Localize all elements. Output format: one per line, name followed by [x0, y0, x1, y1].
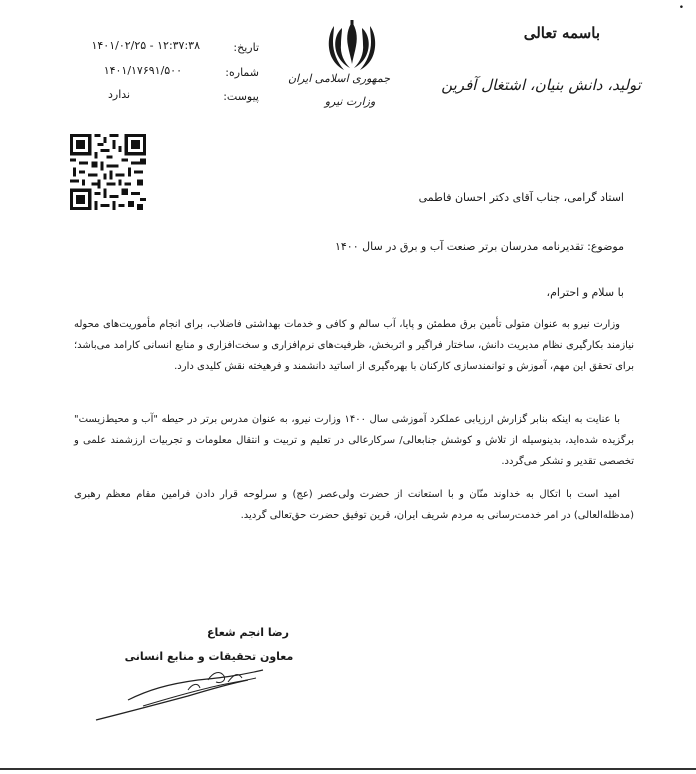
- body-paragraph-2: با عنایت به اینکه بنابر گزارش ارزیابی عملکرد آموزشی سال ۱۴۰۰ وزارت نیرو، به عنوان مدرس برتر در حیطه "آب و محیط‌زیست" برگزیده شده‌اید، بدینوسیله از تلاش و کوشش جنابعالی/ سرکارعالی در تعلیم و تربیت و انتقال معلومات و تجربیات ارزشمند علمی و تخصصی تقدیر و تشکر می‌گردد.: [74, 414, 634, 467]
- emblem-title: جمهوری اسلامی ایران: [287, 72, 390, 85]
- corner-mark: •: [678, 3, 684, 13]
- attachment-value: ندارد: [108, 88, 131, 101]
- date-label: تاریخ:: [233, 41, 259, 54]
- date-value: ۱۴۰۱/۰۲/۲۵ - ۱۲:۳۷:۳۸: [91, 39, 200, 52]
- number-value: ۱۴۰۱/۱۷۶۹۱/۵۰۰: [103, 64, 182, 77]
- bottom-border: [0, 768, 696, 770]
- subject-line: موضوع: تقدیرنامه مدرسان برتر صنعت آب و برق در سال ۱۴۰۰: [334, 240, 624, 253]
- ministry-name: وزارت نیرو: [324, 95, 376, 108]
- signer-name: رضا انجم شعاع: [207, 626, 289, 639]
- number-label: شماره:: [225, 66, 259, 79]
- greeting: با سلام و احترام،: [546, 286, 624, 299]
- handwritten-signature-icon: [88, 660, 308, 726]
- slogan: تولید، دانش بنیان، اشتغال آفرین: [441, 76, 641, 94]
- body-paragraph-1: وزارت نیرو به عنوان متولی تأمین برق مطمئن و پایا، آب سالم و کافی و خدمات بهداشتی فاضلاب، برای انجام مأموریت‌های محوله نیازمند بکارگیری نظام مدیریت دانش، ساختار فراگیر و اثربخش، ظرفیت‌های نرم‌افزاری و سخت‌افزاری و منابع انسانی کارامد می‌باشد؛ برای تحقق این مهم، آموزش و توانمندسازی کارکنان با بهره‌گیری از اساتید دانشمند و فرهیخته نقش کلیدی دارد.: [74, 319, 634, 372]
- qr-code-icon: [70, 134, 146, 210]
- body-paragraph-3: امید است با اتکال به خداوند منّان و با استعانت از حضرت ولی‌عصر (عج) و سرلوحه قرار دادن فرامین مقام معظم رهبری (مدظله‌العالی) در امر خدمت‌رسانی به مردم شریف ایران، قرین توفیق حضرت حق‌تعالی گردید.: [74, 489, 634, 521]
- recipient-line: استاد گرامی، جناب آقای دکتر احسان فاطمی: [418, 191, 624, 204]
- iran-emblem-icon: [322, 18, 382, 72]
- basmala: باسمه تعالی: [523, 24, 600, 42]
- attachment-label: پیوست:: [223, 90, 259, 103]
- signer-title: معاون تحقیقات و منابع انسانی: [124, 650, 294, 663]
